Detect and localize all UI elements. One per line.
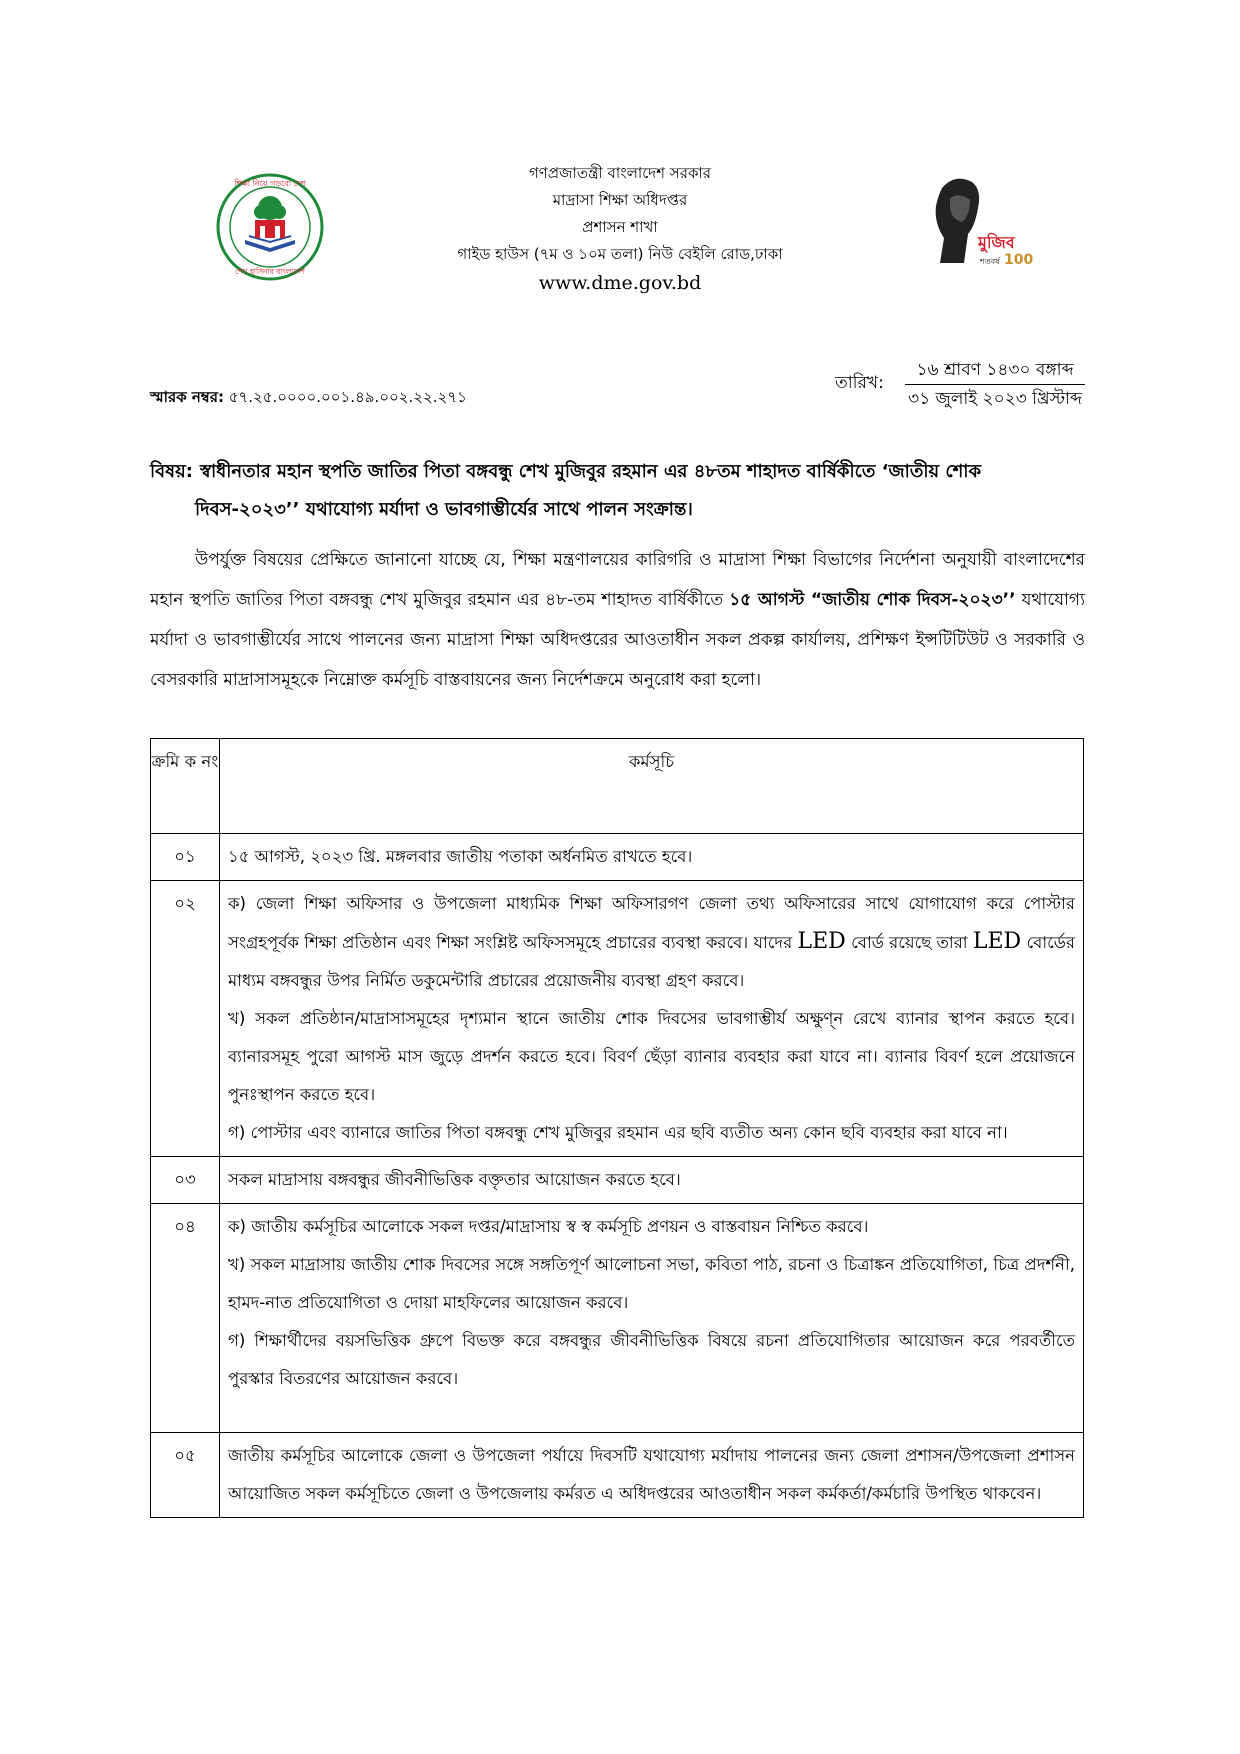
programme-item: ক) জাতীয় কর্মসূচির আলোকে সকল দপ্তর/মাদ্রাসায় স্ব স্ব কর্মসূচি প্রণয়ন ও বাস্তবায়ন নিশ্চিত করবে। bbox=[228, 1217, 869, 1236]
memo-value: ৫৭.২৫.০০০০.০০১.৪৯.০০২.২২.২৭১ bbox=[228, 388, 467, 406]
programme-cell bbox=[220, 834, 1084, 881]
serial-cell: ০৫ bbox=[151, 1433, 220, 1518]
website-link[interactable]: www.dme.gov.bd bbox=[538, 272, 702, 294]
office-address: গাইড হাউস (৭ম ও ১০ম তলা) নিউ বেইলি রোড,ঢাকা bbox=[457, 245, 783, 263]
logo-left-text-top: শিক্ষা নিয়ে গড়বো দেশ bbox=[234, 179, 306, 188]
item-a-part-1: ক) জেলা শিক্ষা অফিসার ও উপজেলা মাধ্যমিক শিক্ষা অফিসারগণ জেলা তথ্য অফিসারের সাথে যোগাযোগ করে পোস্টার সংগ্রহপূর্বক শিক্ষা প্রতিষ্ঠান এবং শিক্ষা সংশ্লিষ্ট অফিসসমূহে প্রচারের ব্যবস্থা করবে। যাদের bbox=[228, 894, 1075, 952]
subject-line-2: দিবস-২০২৩’’ যথাযোগ্য মর্যাদা ও ভাবগাম্ভীর্যের সাথে পালন সংক্রান্ত। bbox=[195, 499, 693, 520]
letterhead bbox=[420, 160, 820, 297]
memo-label: স্মারক নম্বর: bbox=[150, 388, 224, 406]
programme-cell bbox=[220, 1204, 1084, 1433]
serial-header: ক্রমি ক নং bbox=[151, 739, 220, 834]
led-term: LED bbox=[797, 929, 846, 954]
programme-item: খ) সকল মাদ্রাসায় জাতীয় শোক দিবসের সঙ্গে সঙ্গতিপূর্ণ আলোচনা সভা, কবিতা পাঠ, রচনা ও চিত্রাঙ্কন প্রতিযোগিতা, চিত্র প্রদর্শনী, হামদ-নাত প্রতিযোগিতা ও দোয়া মাহফিলের আয়োজন করবে। bbox=[228, 1255, 1075, 1312]
serial-cell: ০৩ bbox=[151, 1157, 220, 1204]
body-part-1: উপর্যুক্ত বিষয়ের প্রেক্ষিতে জানানো যাচ্ছে যে, শিক্ষা মন্ত্রণালয়ের কারিগরি ও মাদ্রাসা শিক্ষা বিভাগের নির্দেশনা অনুযায়ী বাংলাদেশের মহান স্থপতি জাতির পিতা বঙ্গবন্ধু শেখ মুজিবুর রহমান এর ৪৮-তম শাহাদত বার্ষিকীতে bbox=[150, 550, 1085, 610]
date-label: তারিখ: bbox=[835, 373, 884, 393]
programme-item: জাতীয় কর্মসূচির আলোকে জেলা ও উপজেলা পর্যায়ে দিবসটি যথাযোগ্য মর্যাদায় পালনের জন্য জেলা প্রশাসন/উপজেলা প্রশাসন আয়োজিত সকল কর্মসূচিতে জেলা ও উপজেলায় কর্মরত এ অধিদপ্তরের আওতাধীন সকল কর্মকর্তা/কর্মচারি উপস্থিত থাকবেন। bbox=[228, 1446, 1075, 1503]
programme-item: ১৫ আগস্ট, ২০২৩ খ্রি. মঙ্গলবার জাতীয় পতাকা অর্ধনমিত রাখতে হবে। bbox=[228, 847, 693, 866]
programme-item bbox=[228, 885, 1075, 1000]
logo-right-text: মুজিব bbox=[978, 233, 1015, 252]
programme-item: সকল মাদ্রাসায় বঙ্গবন্ধুর জীবনীভিত্তিক বক্তৃতার আয়োজন করতে হবে। bbox=[228, 1170, 681, 1189]
table-row bbox=[151, 881, 1084, 1157]
programme-table bbox=[150, 738, 1084, 1518]
programme-cell bbox=[220, 1433, 1084, 1518]
programme-cell bbox=[220, 881, 1084, 1157]
programme-item: গ) শিক্ষার্থীদের বয়সভিত্তিক গ্রুপে বিভক্ত করে বঙ্গবন্ধুর জীবনীভিত্তিক বিষয়ে রচনা প্রতিযোগিতার আয়োজন করে পরবর্তীতে পুরস্কার বিতরণের আয়োজন করবে। bbox=[228, 1331, 1075, 1388]
logo-right-num: 100 bbox=[1004, 252, 1034, 268]
subject-label: বিষয়: bbox=[150, 461, 193, 482]
programme-item: গ) পোস্টার এবং ব্যানারে জাতির পিতা বঙ্গবন্ধু শেখ মুজিবুর রহমান এর ছবি ব্যতীত অন্য কোন ছবি ব্যবহার করা যাবে না। bbox=[228, 1123, 1008, 1142]
logo-right-sub: শতবর্ষ bbox=[980, 257, 1000, 266]
serial-cell: ০১ bbox=[151, 834, 220, 881]
programme-header: কর্মসূচি bbox=[220, 739, 1084, 834]
programme-item: খ) সকল প্রতিষ্ঠান/মাদ্রাসাসমূহের দৃশ্যমান স্থানে জাতীয় শোক দিবসের ভাবগাম্ভীর্য অক্ষুণ্ন রেখে ব্যানার স্থাপন করতে হবে। ব্যানারসমূহ পুরো আগস্ট মাস জুড়ে প্রদর্শন করতে হবে। বিবর্ণ ছেঁড়া ব্যানার ব্যবহার করা যাবে না। ব্যানার বিবর্ণ হলে প্রয়োজনে পুনঃস্থাপন করতে হবে। bbox=[228, 1009, 1075, 1104]
date-english: ৩১ জুলাই ২০২৩ খ্রিস্টাব্দ bbox=[908, 389, 1082, 409]
logo-left-text-bottom: শেখ হাসিনার বাংলাদেশ bbox=[235, 267, 305, 276]
table-row bbox=[151, 1157, 1084, 1204]
govt-name: গণপ্রজাতন্ত্রী বাংলাদেশ সরকার bbox=[528, 164, 712, 182]
body-paragraph bbox=[150, 540, 1085, 700]
branch-name: প্রশাসন শাখা bbox=[582, 218, 658, 236]
table-header-row bbox=[151, 739, 1084, 834]
subject-line-1: স্বাধীনতার মহান স্থপতি জাতির পিতা বঙ্গবন্ধু শেখ মুজিবুর রহমান এর ৪৮তম শাহাদত বার্ষিকীতে ‘জাতীয় শোক bbox=[200, 461, 982, 482]
office-name: মাদ্রাসা শিক্ষা অধিদপ্তর bbox=[552, 191, 688, 209]
education-logo bbox=[215, 172, 325, 282]
serial-cell: ০৪ bbox=[151, 1204, 220, 1433]
subject bbox=[150, 453, 1080, 529]
mujib-100-logo bbox=[920, 168, 1035, 278]
serial-cell: ০২ bbox=[151, 881, 220, 1157]
body-bold-date: ১৫ আগস্ট “জাতীয় শোক দিবস-২০২৩’’ bbox=[729, 590, 1016, 610]
led-term: LED bbox=[972, 929, 1022, 954]
table-row bbox=[151, 1204, 1084, 1433]
date-block bbox=[905, 356, 1085, 413]
date-bangla: ১৬ শ্রাবণ ১৪৩০ বঙ্গাব্দ bbox=[905, 356, 1085, 385]
table-row bbox=[151, 1433, 1084, 1518]
body-part-2: যথাযোগ্য মর্যাদা ও ভাবগাম্ভীর্যের সাথে পালনের জন্য মাদ্রাসা শিক্ষা অধিদপ্তরের আওতাধীন সকল প্রকল্প কার্যালয়, প্রশিক্ষণ ইন্সটিটিউট ও সরকারি ও বেসরকারি মাদ্রাসাসমূহকে নিম্নোক্ত কর্মসূচি বাস্তবায়নের জন্য নির্দেশক্রমে অনুরোধ করা হলো। bbox=[150, 590, 1085, 690]
item-a-part-3: বোর্ডের মাধ্যম বঙ্গবন্ধুর উপর নির্মিত ডকুমেন্টারি প্রচারের প্রয়োজনীয় ব্যবস্থা গ্রহণ করবে। bbox=[228, 933, 1075, 990]
item-a-part-2: বোর্ড রয়েছে তারা bbox=[851, 933, 968, 952]
programme-cell bbox=[220, 1157, 1084, 1204]
memo-number bbox=[150, 386, 467, 411]
table-row bbox=[151, 834, 1084, 881]
